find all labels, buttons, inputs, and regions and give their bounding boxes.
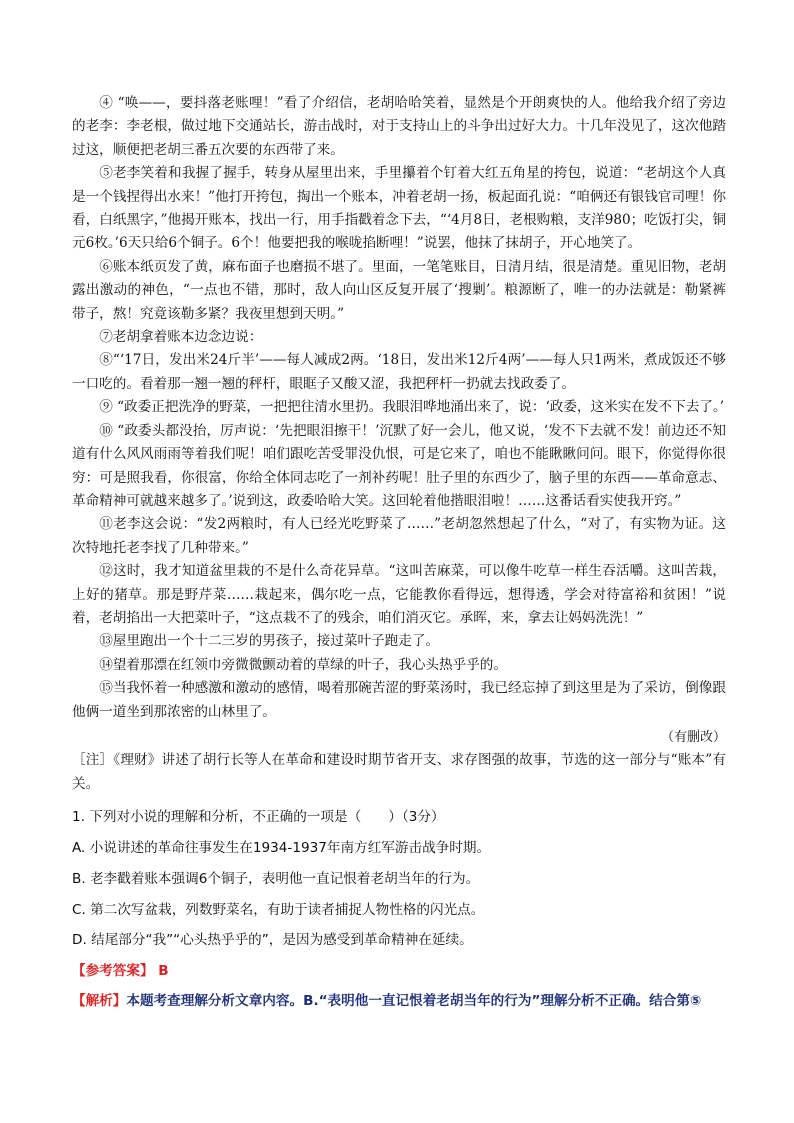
option-a: A. 小说讲述的革命往事发生在1934-1937年南方红军游击战争时期。 [72,839,491,856]
analysis-label: 【解析】 [72,993,127,1010]
paragraph-12: ⑫这时，我才知道盆里栽的不是什么奇花异草。“这叫苦麻菜，可以像牛吃草一样生吞活嚼。这叫苦栽，上好的猪草。那是野芹菜……栽起来，偶尔吃一点，它能教你看得远，想得透，学会对待富裕和贫困！”说着，老胡掐出一大把菜叶子，“这点栽不了的残余，咱们消灭它。承晖，来，拿去让妈妈洗洗！” [72,563,726,626]
paragraph-11: ⑪老李这会说：“发2两粮时，有人已经光吃野菜了……”老胡忽然想起了什么，“对了，有实物为证。这次特地托老李找了几种带来。” [72,516,726,556]
option-c: C. 第二次写盆栽，列数野菜名，有助于读者捕捉人物性格的闪光点。 [72,901,485,918]
option-d: D. 结尾部分“我”“心头热乎乎的”，是因为感受到革命精神在延续。 [72,932,473,949]
option-b: B. 老李戳着账本强调6个铜子，表明他一直记恨着老胡当年的行为。 [72,870,480,887]
analysis-text: 本题考查理解分析文章内容。B.“表明他一直记恨着老胡当年的行为”理解分析不正确。结合第⑤ [126,993,702,1010]
paragraph-7: ⑦老胡拿着账本边念边说： [99,329,263,346]
paragraph-9: ⑨ “政委正把洗净的野菜，一把把往清水里扔。我眼泪哗地涌出来了，说：‘政委，这米实在发不下去了。’ [99,399,725,416]
abridged-note: （有删改） [660,729,726,745]
reference-answer [72,960,726,982]
analysis [72,990,726,1012]
answer-value: B [158,963,169,980]
question-stem: 1. 下列对小说的理解和分析，不正确的一项是（ ）（3分） [72,809,445,826]
question-1 [72,806,726,951]
paragraph-13: ⑬屋里跑出一个十二三岁的男孩子，接过菜叶子跑走了。 [99,633,440,650]
paragraph-4: ④ “唤——，要抖落老账哩！”看了介绍信，老胡哈哈笑着，显然是个开朗爽快的人。他给我介绍了旁边的老李：李老根，做过地下交通站长，游击战时，对于支持山上的斗争出过好大力。十几年没见了，这次他踏过这，顺便把老胡三番五次要的东西带了来。 [72,95,726,158]
paragraph-6: ⑥账本纸页发了黄，麻布面子也磨损不堪了。里面，一笔笔账目，日清月结，很是清楚。重见旧物，老胡露出激动的神色，“一点也不错，那时，敌人向山区反复开展了‘搜剿’。粮源断了，唯一的办法就是：勒紧裤带子，熬！究竟该勒多紧？我夜里想到天明。” [72,258,726,322]
answer-label: 【参考答案】 [72,963,154,980]
paragraph-10: ⑩ “政委头都没抬，厉声说：‘先把眼泪擦干！’沉默了好一会儿，他又说，‘发不下去就不发！前边还不知道有什么风风雨雨等着我们呢！咱们跟吃苦受罪没仇恨，可是它来了，咱也不能瞅瞅问问。眼下，你觉得你很穷：可是照我看，你很富，你给全体同志吃了一剂补药呢！肚子里的东西少了，脑子里的东西——革命意志、革命精神可就越来越多了。’说到这，政委哈哈大笑。这回轮着他揩眼泪啦！……这番话看实使我开窍。” [72,422,726,509]
paragraph-8: ⑧“‘17日，发出米24斤半’——每人减成2两。‘18日，发出米12斤4两’——每人只1两米，煮成饭还不够一口吃的。看着那一翘一翘的秤杆，眼眶子又酸又涩，我把秤杆一扔就去找政委了。 [72,352,726,392]
paragraph-5: ⑤老李笑着和我握了握手，转身从屋里出来，手里攥着个钉着大红五角星的挎包，说道：“老胡这个人真是一个钱捏得出水来！”他打开挎包，掏出一个账本，冲着老胡一扬，板起面孔说：“咱俩还有银钱官司哩！你看，白纸黑字，”他揭开账本，找出一行，用手指戳着念下去，“‘4月8日，老根购粮，支洋980；吃饭打尖，铜元6枚。’6天只给6个铜子。6个！他要把我的喉咙掐断哩！”说罢，他抹了抹胡子，开心地笑了。 [72,165,726,252]
article-body [72,92,726,1012]
paragraph-14: ⑭望着那漂在红领巾旁微微颤动着的草绿的叶子，我心头热乎乎的。 [99,656,507,673]
paragraph-15: ⑮当我怀着一种感激和激动的感情，喝着那碗苦涩的野菜汤时，我已经忘掉了到这里是为了采访，倒像跟他俩一道坐到那浓密的山林里了。 [72,680,726,720]
footnote: ［注］《理财》讲述了胡行长等人在革命和建设时期节省开支、求存图强的故事，节选的这一部分与“账本”有关。 [72,752,726,792]
